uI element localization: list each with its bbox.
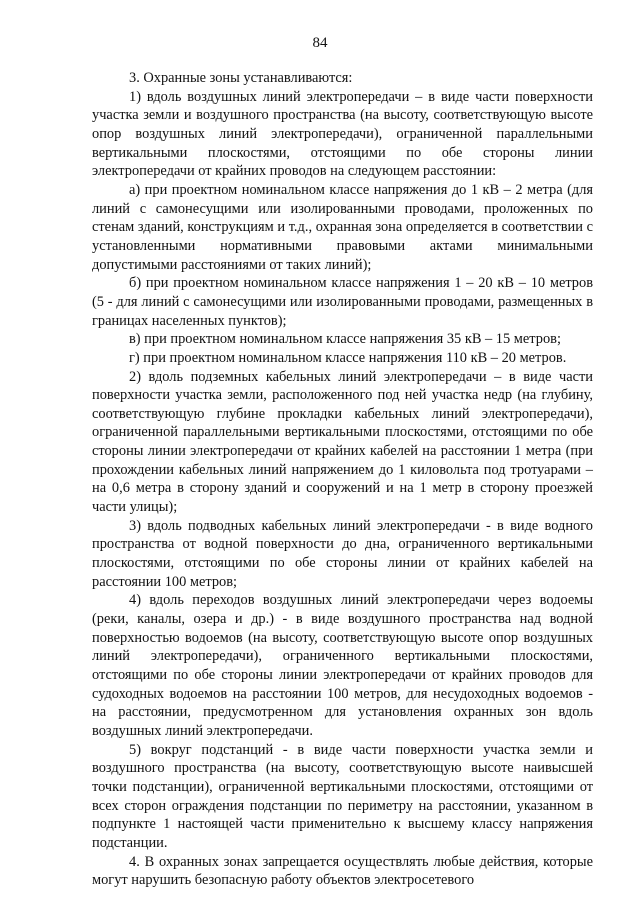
paragraph-3-intro: 3. Охранные зоны устанавливаются: — [129, 70, 353, 86]
paragraph-item-2-underground-cables: 2) вдоль подземных кабельных линий электропередачи – в виде части поверхности участка земли, расположенного под ней участка недр (на глубину, соответствующую глубине прокладки кабельных линий электропередачи), ограниченной параллельными вертикальными плоскостями, отстоящими по обе стороны линии электропередачи от крайних кабелей на расстоянии 1 метра (при прохождении кабельных линий напряжением до 1 киловольта под тротуарами – на 0,6 метра в сторону зданий и сооружений и на 1 метр в сторону проезжей части улицы); — [92, 368, 593, 516]
paragraph-subitem-g: г) при проектном номинальном классе напряжения 110 кВ – 20 метров. — [129, 349, 567, 366]
paragraph-4-prohibitions: 4. В охранных зонах запрещается осуществлять любые действия, которые могут нарушить безопасную работу объектов электросетевого — [92, 853, 593, 889]
paragraph-item-1-overhead-lines: 1) вдоль воздушных линий электропередачи – в виде части поверхности участка земли и воздушного пространства (на высоту, соответствующую высоте опор воздушных линий электропередачи), ограниченной параллельными вертикальными плоскостями, отстоящими по обе стороны линии электропередачи от крайних проводов на следующем расстоянии: — [92, 88, 593, 180]
page-number: 84 — [312, 35, 328, 51]
paragraph-subitem-v: в) при проектном номинальном классе напряжения 35 кВ – 15 метров; — [129, 331, 561, 348]
paragraph-item-5-substations: 5) вокруг подстанций - в виде части поверхности участка земли и воздушного пространства (на высоту, соответствующую высоте наивысшей точки подстанции), ограниченной вертикальными плоскостями, отстоящими от всех сторон ограждения подстанции по периметру на расстоянии, указанном в подпункте 1 настоящей части применительно к высшему классу напряжения подстанции. — [92, 741, 593, 851]
paragraph-item-4-water-crossings: 4) вдоль переходов воздушных линий электропередачи через водоемы (реки, каналы, озера и др.) - в виде воздушного пространства над водной поверхностью водоемов (на высоту, соответствующую высоте опор воздушных линий электропередачи), ограниченного вертикальными плоскостями, отстоящими по обе стороны линии электропередачи от крайних проводов для судоходных водоемов на расстоянии 100 метров, для несудоходных водоемов - на расстоянии, предусмотренном для установления охранных зон вдоль воздушных линий электропередачи. — [92, 592, 593, 739]
paragraph-subitem-a: а) при проектном номинальном классе напряжения до 1 кВ – 2 метра (для линий с самонесущими или изолированными проводами, проложенных по стенам зданий, конструкциям и т.д., охранная зона определяется в соответствии с установленными нормативными правовыми актами минимальными допустимыми расстояниями от таких линий); — [92, 181, 593, 273]
paragraph-subitem-b: б) при проектном номинальном классе напряжения 1 – 20 кВ – 10 метров (5 - для линий с самонесущими или изолированными проводами, размещенных в границах населенных пунктов); — [92, 275, 593, 329]
document-body — [92, 69, 593, 890]
paragraph-item-3-underwater-cables: 3) вдоль подводных кабельных линий электропередачи - в виде водного пространства от водной поверхности до дна, ограниченного вертикальными плоскостями, отстоящими по обе стороны линии от крайних кабелей на расстоянии 100 метров; — [92, 517, 593, 590]
